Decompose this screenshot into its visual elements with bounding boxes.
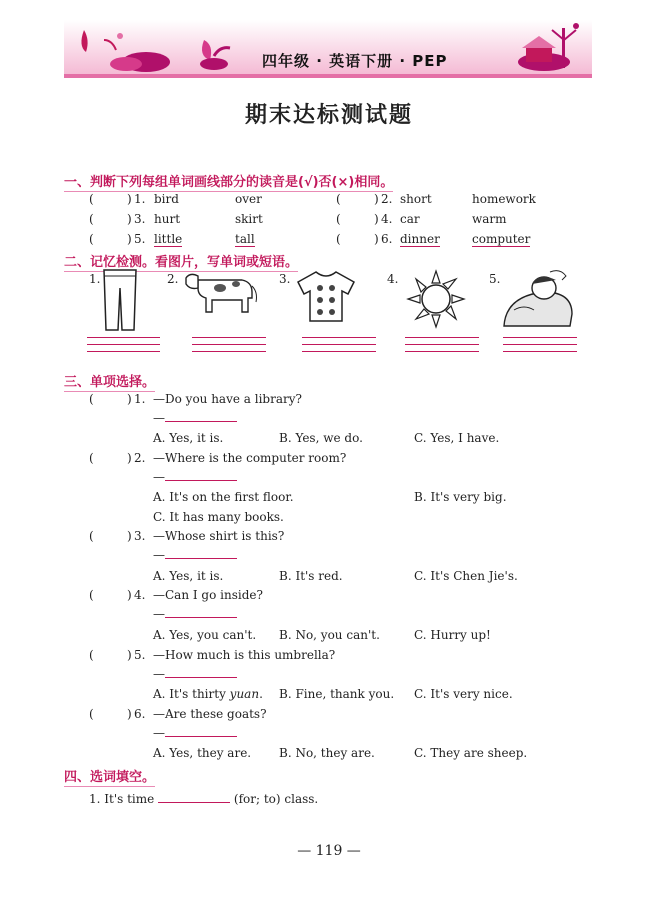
picture-number: 2. xyxy=(167,272,179,286)
word-b: tall xyxy=(235,232,255,246)
answer-paren-close: ) xyxy=(374,232,379,246)
picture-number: 3. xyxy=(279,272,291,286)
option-a: A. Yes, it is. xyxy=(153,569,224,583)
answer-paren-open: ( xyxy=(89,707,94,721)
answer-paren-close: ) xyxy=(374,212,379,226)
sleeping-boy-icon xyxy=(500,266,574,328)
section1-heading: 一、判断下列每组单词画线部分的读音是(√)否(×)相同。 xyxy=(64,175,394,190)
fill-blank[interactable] xyxy=(158,792,230,803)
item-number: 3. xyxy=(134,212,146,226)
trousers-icon xyxy=(100,268,140,332)
answer-paren-close: ) xyxy=(127,392,132,406)
picture-number: 5. xyxy=(489,272,501,286)
question-text: —Do you have a library? xyxy=(153,392,302,406)
answer-line[interactable] xyxy=(405,344,479,345)
answer-line[interactable] xyxy=(192,337,266,338)
answer-paren-close: ) xyxy=(127,707,132,721)
item-number: 2. xyxy=(381,192,393,206)
option-c: C. It has many books. xyxy=(153,510,284,524)
answer-line[interactable] xyxy=(192,344,266,345)
item-number: 5. xyxy=(134,232,146,246)
option-c: C. They are sheep. xyxy=(414,746,528,760)
answer-line[interactable] xyxy=(503,351,577,352)
answer-paren-open: ( xyxy=(89,648,94,662)
question-text: —Are these goats? xyxy=(153,707,267,721)
answer-paren-open: ( xyxy=(89,529,94,543)
response-blank[interactable]: — xyxy=(153,667,237,681)
answer-paren-open: ( xyxy=(89,192,94,206)
answer-line[interactable] xyxy=(87,344,160,345)
page-number: — 119 — xyxy=(297,843,361,859)
question-text: —Can I go inside? xyxy=(153,588,263,602)
answer-paren-close: ) xyxy=(374,192,379,206)
word-b: warm xyxy=(472,212,507,226)
answer-line[interactable] xyxy=(503,337,577,338)
answer-line[interactable] xyxy=(405,337,479,338)
word-a: short xyxy=(400,192,432,206)
word-b: computer xyxy=(472,232,531,246)
option-c: C. It's Chen Jie's. xyxy=(414,569,518,583)
option-b: B. Fine, thank you. xyxy=(279,687,395,701)
word-a: car xyxy=(400,212,420,226)
answer-paren-open: ( xyxy=(336,192,341,206)
sun-icon xyxy=(404,268,468,330)
option-a: A. Yes, they are. xyxy=(153,746,252,760)
word-b: over xyxy=(235,192,262,206)
answer-paren-close: ) xyxy=(127,451,132,465)
option-a: A. It's thirty yuan. xyxy=(153,687,263,701)
question-text: —Whose shirt is this? xyxy=(153,529,285,543)
answer-paren-open: ( xyxy=(89,451,94,465)
option-a: A. Yes, it is. xyxy=(153,431,224,445)
answer-paren-close: ) xyxy=(127,588,132,602)
question-number: 3. xyxy=(134,529,146,543)
picture-number: 1. xyxy=(89,272,101,286)
fill-item-1: 1. It's time (for; to) class. xyxy=(89,792,319,806)
option-b: B. It's red. xyxy=(279,569,343,583)
question-text: —How much is this umbrella? xyxy=(153,648,336,662)
answer-paren-open: ( xyxy=(89,588,94,602)
option-a: A. Yes, you can't. xyxy=(153,628,257,642)
question-number: 5. xyxy=(134,648,146,662)
answer-line[interactable] xyxy=(405,351,479,352)
answer-line[interactable] xyxy=(87,351,160,352)
answer-paren-close: ) xyxy=(127,648,132,662)
response-blank[interactable]: — xyxy=(153,607,237,621)
page-title: 期末达标测试题 xyxy=(244,103,413,128)
picture-number: 4. xyxy=(387,272,399,286)
answer-line[interactable] xyxy=(192,351,266,352)
question-number: 1. xyxy=(134,392,146,406)
word-a: hurt xyxy=(154,212,181,226)
item-number: 6. xyxy=(381,232,393,246)
answer-paren-open: ( xyxy=(336,212,341,226)
answer-paren-open: ( xyxy=(89,392,94,406)
item-number: 4. xyxy=(381,212,393,226)
section4-heading: 四、选词填空。 xyxy=(64,770,156,785)
option-a: A. It's on the first floor. xyxy=(153,490,294,504)
option-b: B. No, you can't. xyxy=(279,628,380,642)
word-b: homework xyxy=(472,192,536,206)
option-c: C. It's very nice. xyxy=(414,687,513,701)
section3-heading: 三、单项选择。 xyxy=(64,375,156,390)
item-number: 1. xyxy=(134,192,146,206)
answer-paren-close: ) xyxy=(127,529,132,543)
question-number: 2. xyxy=(134,451,146,465)
question-number: 6. xyxy=(134,707,146,721)
section2-heading: 二、记忆检测。看图片，写单词或短语。 xyxy=(64,255,299,270)
answer-line[interactable] xyxy=(302,344,376,345)
cow-icon xyxy=(180,268,262,316)
answer-line[interactable] xyxy=(302,351,376,352)
answer-paren-open: ( xyxy=(336,232,341,246)
word-a: little xyxy=(154,232,183,246)
answer-paren-open: ( xyxy=(89,212,94,226)
response-blank[interactable]: — xyxy=(153,470,237,484)
answer-line[interactable] xyxy=(302,337,376,338)
question-number: 4. xyxy=(134,588,146,602)
answer-line[interactable] xyxy=(87,337,160,338)
option-c: C. Hurry up! xyxy=(414,628,491,642)
option-c: C. Yes, I have. xyxy=(414,431,500,445)
answer-paren-open: ( xyxy=(89,232,94,246)
word-a: dinner xyxy=(400,232,440,246)
response-blank[interactable]: — xyxy=(153,726,237,740)
option-b: B. Yes, we do. xyxy=(279,431,363,445)
answer-paren-close: ) xyxy=(127,232,132,246)
word-b: skirt xyxy=(235,212,263,226)
response-blank[interactable]: — xyxy=(153,548,237,562)
shirt-icon xyxy=(296,268,356,324)
word-a: bird xyxy=(154,192,179,206)
response-blank[interactable]: — xyxy=(153,411,237,425)
option-b: B. No, they are. xyxy=(279,746,375,760)
answer-paren-close: ) xyxy=(127,192,132,206)
option-b: B. It's very big. xyxy=(414,490,507,504)
question-text: —Where is the computer room? xyxy=(153,451,347,465)
answer-line[interactable] xyxy=(503,344,577,345)
answer-paren-close: ) xyxy=(127,212,132,226)
header-title: 四年级 · 英语下册 · PEP xyxy=(262,52,448,70)
